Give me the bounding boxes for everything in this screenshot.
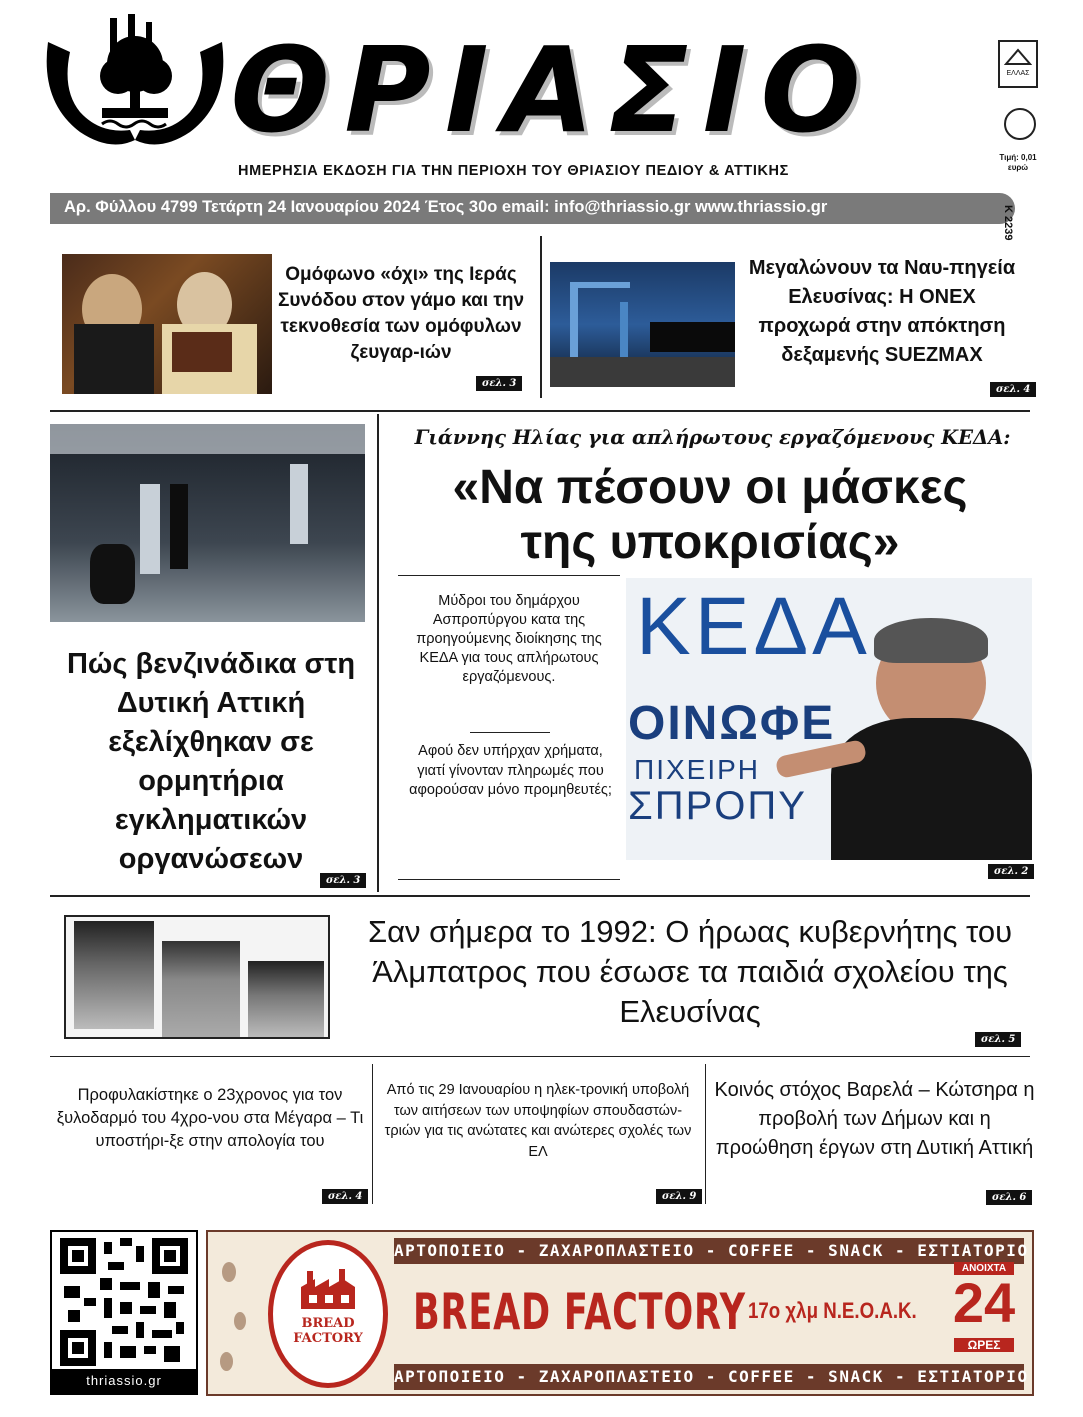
coffee-bean-icon <box>222 1262 236 1282</box>
photo-sign-3: ΠΙΧΕΙΡΗ <box>634 754 761 785</box>
issue-line: Αρ. Φύλλου 4799 Τετάρτη 24 Ιανουαρίου 2024 Έτος 30ο email: info@thriassio.gr www.thriassio.gr <box>64 198 828 216</box>
divider-horizontal <box>50 895 1030 897</box>
ad-top-strip <box>394 1238 1029 1264</box>
ad-strip-text: ΑΡΤΟΠΟΙΕΙΟ - ΖΑΧΑΡΟΠΛΑΣΤΕΙΟ - COFFEE - SNACK - ΕΣΤΙΑΤΟΡΙΟ <box>394 1241 1029 1260</box>
divider-vertical <box>705 1064 706 1204</box>
divider-horizontal <box>50 1056 1030 1057</box>
ad-hours-label: ΩΡΕΣ <box>954 1338 1014 1352</box>
coffee-bean-icon <box>220 1352 233 1371</box>
exams-page-ref[interactable]: σελ. 9 <box>656 1189 702 1204</box>
stamp-box <box>998 40 1038 88</box>
price-label: Τιμή: 0,01 ευρώ <box>999 153 1037 172</box>
divider-horizontal <box>50 410 1030 412</box>
varelas-page-ref[interactable]: σελ. 6 <box>986 1190 1032 1205</box>
albatross-headline[interactable]: Σαν σήμερα το 1992: Ο ήρωας κυβερνήτης του Άλμπατρος που έσωσε τα παιδιά σχολείου της Ελευσίνας <box>367 914 1013 1029</box>
divider-vertical <box>372 1064 373 1204</box>
synod-page-ref[interactable]: σελ. 3 <box>476 376 522 391</box>
stamp-text: ΕΛΛΑΣ <box>1006 70 1030 77</box>
ad-bottom-strip <box>394 1364 1029 1390</box>
gas-headline[interactable]: Πώς βενζινάδικα στη Δυτική Αττική εξελίχθηκαν σε ορμητήρια εγκληματικών οργανώσεων <box>66 648 356 875</box>
ad-brand: BREAD FACTORY <box>413 1283 746 1341</box>
gas-station-photo <box>50 424 365 622</box>
keda-page-ref[interactable]: σελ. 2 <box>988 864 1034 879</box>
ad-strip-text: ΑΡΤΟΠΟΙΕΙΟ - ΖΑΧΑΡΟΠΛΑΣΤΕΙΟ - COFFEE - SNACK - ΕΣΤΙΑΤΟΡΙΟ <box>394 1367 1029 1386</box>
synod-headline[interactable]: Ομόφωνο «όχι» της Ιεράς Συνόδου στον γάμο και την τεκνοθεσία των ομόφυλων ζευγαρ-ιών <box>277 264 525 363</box>
logo-line-1: BREAD <box>301 1316 355 1331</box>
ad-address: 17ο χλμ Ν.Ε.Ο.Α.Κ. <box>748 1298 917 1323</box>
qr-caption[interactable]: thriassio.gr <box>52 1369 196 1393</box>
divider-vertical <box>377 414 379 892</box>
divider-horizontal <box>398 879 620 880</box>
ad-open-label: ΑΝΟΙΧΤΑ <box>954 1262 1014 1275</box>
shipyard-headline[interactable]: Μεγαλώνουν τα Ναυ-πηγεία Ελευσίνας: Η ΟΝΕΧ προχωρά στην απόκτηση δεξαμενής SUEZMAX <box>748 257 1016 366</box>
varelas-headline[interactable]: Κοινός στόχος Βαρελά – Κώτσηρα η προβολή των Δήμων και η προώθηση έργων στη Δυτική Αττική <box>714 1079 1035 1159</box>
divider-horizontal <box>470 732 550 733</box>
keda-headline[interactable]: «Να πέσουν οι μάσκες της υποκρισίας» <box>452 461 968 569</box>
postal-stamp-icon <box>1004 46 1032 68</box>
albatross-photo <box>64 915 330 1039</box>
gas-page-ref[interactable]: σελ. 3 <box>320 873 366 888</box>
coffee-bean-icon <box>234 1312 246 1330</box>
qr-code-icon[interactable] <box>60 1238 188 1366</box>
hands-tree-icon <box>40 12 230 162</box>
masthead-title: ΘΡΙΑΣΙΟ <box>230 21 875 159</box>
exams-headline[interactable]: Από τις 29 Ιανουαρίου η ηλεκ-τρονική υποβολή των αιτήσεων των υποψηφίων σπουδαστών-τριών για τις ανώτατες και ανώτερες σχολές των ΕΛ <box>384 1082 692 1160</box>
factory-icon <box>299 1267 357 1311</box>
issue-bar <box>50 193 1015 224</box>
megara-headline[interactable]: Προφυλακίστηκε ο 23χρονος για τον ξυλοδαρμό του 4χρο-νου στα Μέγαρα – Τι υποστήρι-ξε στην απολογία του <box>56 1086 364 1150</box>
megara-page-ref[interactable]: σελ. 4 <box>322 1189 368 1204</box>
photo-sign-1: ΚΕΔΑ <box>636 581 871 672</box>
photo-sign-4: ΣΠΡΟΠΥ <box>628 784 807 828</box>
issue-code: Κ 2239 <box>1002 205 1014 241</box>
keda-photo <box>626 578 1032 860</box>
shipyard-photo <box>550 262 735 387</box>
masthead-subtitle: ΗΜΕΡΗΣΙΑ ΕΚΔΟΣΗ ΓΙΑ ΤΗΝ ΠΕΡΙΟΧΗ ΤΟΥ ΘΡΙΑΣΙΟΥ ΠΕΔΙΟΥ & ΑΤΤΙΚΗΣ <box>238 163 789 179</box>
albatross-page-ref[interactable]: σελ. 5 <box>975 1032 1021 1047</box>
postmark-icon <box>1004 108 1036 140</box>
masthead-logo <box>40 12 230 162</box>
logo-line-2: FACTORY <box>293 1331 363 1346</box>
divider-horizontal <box>398 575 620 576</box>
qr-box[interactable] <box>50 1230 198 1395</box>
keda-paragraph-2: Αφού δεν υπήρχαν χρήματα, γιατί γίνονταν πληρωμές που αφορούσαν μόνο προμηθευτές; <box>409 743 612 798</box>
shipyard-page-ref[interactable]: σελ. 4 <box>990 382 1036 397</box>
bread-factory-ad[interactable] <box>206 1230 1034 1396</box>
synod-photo <box>62 254 272 394</box>
ad-hours: 24 <box>952 1271 1016 1334</box>
keda-paragraph-1: Μύδροι του δημάρχου Ασπροπύργου κατα της προηγούμενης διοίκησης της ΚΕΔΑ για τους απλήρωτους εργαζόμενους. <box>416 593 602 685</box>
divider-vertical <box>540 236 542 398</box>
bread-factory-logo <box>268 1240 388 1388</box>
keda-kicker: Γιάννης Ηλίας για απλήρωτους εργαζόμενους ΚΕΔΑ: <box>414 426 1011 449</box>
photo-sign-2: ΟΙΝΩΦΕ <box>628 697 836 750</box>
